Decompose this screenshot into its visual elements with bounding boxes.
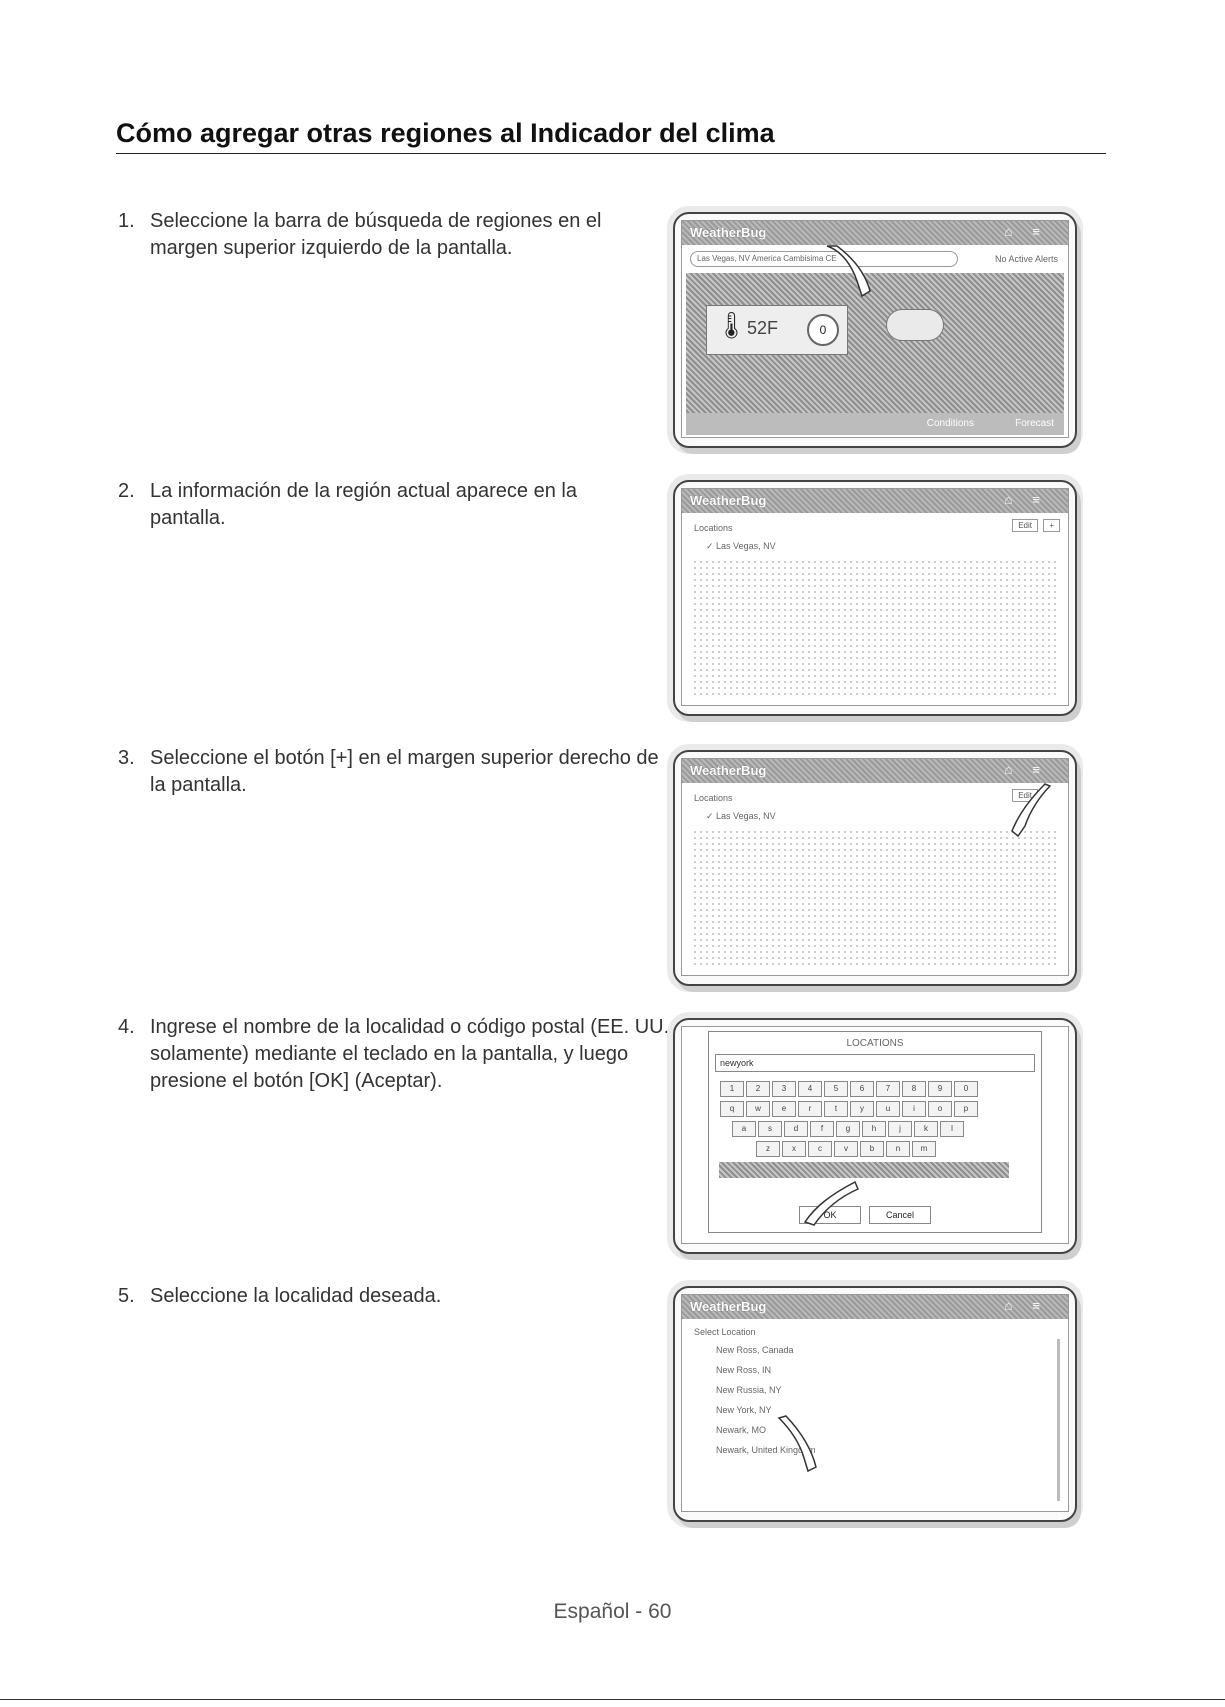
page-title: Cómo agregar otras regiones al Indicador del clima [116, 118, 775, 148]
key[interactable]: 1 [720, 1081, 744, 1097]
home-icon[interactable]: ⌂ [1004, 762, 1033, 777]
list-item[interactable]: New York, NY [716, 1405, 772, 1415]
home-icon[interactable]: ⌂ [1004, 224, 1033, 239]
menu-icon[interactable]: ≡ [1032, 1298, 1060, 1313]
step-4 [118, 1014, 678, 1095]
edit-button[interactable]: Edit [1012, 519, 1038, 532]
bottom-divider [0, 1699, 1225, 1700]
step-number: 1. [118, 210, 135, 232]
key[interactable]: n [886, 1141, 910, 1157]
key[interactable]: k [914, 1121, 938, 1137]
step-number: 2. [118, 480, 135, 502]
key[interactable]: a [732, 1121, 756, 1137]
key[interactable]: b [860, 1141, 884, 1157]
key[interactable]: 2 [746, 1081, 770, 1097]
key[interactable]: 3 [772, 1081, 796, 1097]
app-logo: WeatherBug [690, 493, 767, 508]
step-3 [118, 745, 678, 799]
key[interactable]: 9 [928, 1081, 952, 1097]
keyboard-row-numbers [719, 1078, 1019, 1098]
step-text: La información de la región actual aparece en la pantalla. [150, 480, 577, 529]
key[interactable]: j [888, 1121, 912, 1137]
app-header [682, 759, 1068, 783]
screenshot-weather-home [673, 212, 1077, 448]
locations-header: Locations [694, 793, 733, 803]
location-input[interactable]: newyork [715, 1054, 1035, 1072]
screenshot-select-location [673, 1286, 1077, 1522]
list-item[interactable]: New Russia, NY [716, 1385, 782, 1395]
locations-header: Locations [694, 523, 733, 533]
key[interactable]: v [834, 1141, 858, 1157]
header-icons [1005, 224, 1060, 239]
tab-conditions[interactable]: Conditions [926, 418, 974, 429]
key[interactable]: z [756, 1141, 780, 1157]
title-divider [116, 153, 1106, 154]
hand-pointer-icon [1010, 781, 1060, 841]
tab-forecast[interactable]: Forecast [1015, 418, 1054, 429]
step-number: 3. [118, 747, 135, 769]
temperature-value: 52F [747, 318, 779, 338]
menu-icon[interactable]: ≡ [1032, 492, 1060, 507]
location-item[interactable] [706, 541, 776, 552]
cancel-button[interactable]: Cancel [869, 1206, 931, 1224]
wind-compass-icon: 0 [807, 314, 839, 346]
header-icons [1005, 492, 1060, 507]
region-search-bar[interactable]: Las Vegas, NV America Cambisima CE [690, 251, 958, 267]
key[interactable]: 0 [954, 1081, 978, 1097]
key[interactable]: 8 [902, 1081, 926, 1097]
step-text: Seleccione la localidad deseada. [150, 1285, 442, 1307]
key[interactable]: o [928, 1101, 952, 1117]
key[interactable]: c [808, 1141, 832, 1157]
keyboard-row-zxcv [719, 1138, 1019, 1158]
key[interactable]: d [784, 1121, 808, 1137]
key[interactable]: 6 [850, 1081, 874, 1097]
list-area [692, 559, 1058, 695]
step-2 [118, 478, 678, 532]
keyboard-space-row[interactable] [719, 1162, 1009, 1178]
keyboard-row-qwerty [719, 1098, 1019, 1118]
app-header [682, 489, 1068, 513]
key[interactable]: y [850, 1101, 874, 1117]
list-item[interactable]: Newark, MO [716, 1425, 767, 1435]
home-icon[interactable]: ⌂ [1004, 492, 1033, 507]
key[interactable]: g [836, 1121, 860, 1137]
ok-button[interactable]: OK [799, 1206, 861, 1224]
location-item-label: Las Vegas, NV [716, 811, 776, 821]
hand-pointer-icon [800, 1177, 860, 1227]
screenshot-locations-list [673, 480, 1077, 716]
list-item[interactable]: Newark, United Kingdom [716, 1445, 816, 1455]
app-header [682, 221, 1068, 245]
dialog-title: LOCATIONS [846, 1038, 904, 1049]
list-area [692, 829, 1058, 965]
step-1 [118, 208, 678, 262]
app-logo: WeatherBug [690, 225, 767, 240]
key[interactable]: 5 [824, 1081, 848, 1097]
key[interactable]: t [824, 1101, 848, 1117]
app-header [682, 1295, 1068, 1319]
app-logo: WeatherBug [690, 763, 767, 778]
app-logo: WeatherBug [690, 1299, 767, 1314]
header-icons [1005, 762, 1060, 777]
key[interactable]: u [876, 1101, 900, 1117]
key[interactable]: w [746, 1101, 770, 1117]
weather-panel [686, 273, 1064, 423]
key[interactable]: q [720, 1101, 744, 1117]
onscreen-keyboard [719, 1078, 1019, 1178]
key[interactable]: 7 [876, 1081, 900, 1097]
alerts-label: No Active Alerts [994, 254, 1058, 264]
key[interactable]: x [782, 1141, 806, 1157]
step-number: 4. [118, 1016, 135, 1038]
cloud-icon [886, 309, 944, 341]
select-location-header: Select Location [694, 1327, 756, 1337]
check-icon: ✓ [706, 811, 717, 821]
screenshot-keyboard-dialog [673, 1018, 1077, 1254]
key[interactable]: e [772, 1101, 796, 1117]
key[interactable]: l [940, 1121, 964, 1137]
locations-dialog [708, 1031, 1042, 1233]
home-icon[interactable]: ⌂ [1004, 1298, 1033, 1313]
location-item[interactable] [706, 811, 776, 822]
step-text: Seleccione el botón [+] en el margen superior derecho de la pantalla. [150, 747, 659, 796]
thermometer-icon: 🌡 [715, 310, 749, 340]
key[interactable]: p [954, 1101, 978, 1117]
temp-box [706, 305, 848, 355]
key[interactable]: r [798, 1101, 822, 1117]
header-icons [1005, 1298, 1060, 1313]
key[interactable]: h [862, 1121, 886, 1137]
keyboard-row-asdf [719, 1118, 1019, 1138]
key[interactable]: f [810, 1121, 834, 1137]
hand-pointer-icon [822, 241, 872, 301]
key[interactable]: 4 [798, 1081, 822, 1097]
page-footer: Español - 60 [553, 1600, 672, 1623]
step-text: Seleccione la barra de búsqueda de regiones en el margen superior izquierdo de la pantalla. [150, 210, 602, 259]
add-location-button[interactable]: + [1043, 519, 1060, 532]
list-item[interactable]: New Ross, Canada [716, 1345, 794, 1355]
check-icon: ✓ [706, 541, 717, 551]
location-item-label: Las Vegas, NV [716, 541, 776, 551]
menu-icon[interactable]: ≡ [1032, 762, 1060, 777]
key[interactable]: i [902, 1101, 926, 1117]
key[interactable]: s [758, 1121, 782, 1137]
step-5 [118, 1283, 678, 1310]
hand-pointer-icon [774, 1413, 824, 1473]
scrollbar[interactable] [1057, 1339, 1060, 1501]
location-results-list [716, 1345, 1036, 1465]
tab-bar [686, 413, 1064, 435]
edit-button[interactable]: Edit [1012, 789, 1038, 802]
step-text: Ingrese el nombre de la localidad o código postal (EE. UU. solamente) mediante el teclado en la pantalla, y luego presione el botón [OK] (Aceptar). [150, 1016, 670, 1092]
step-number: 5. [118, 1285, 135, 1307]
menu-icon[interactable]: ≡ [1032, 224, 1060, 239]
screenshot-add-location [673, 750, 1077, 986]
list-item[interactable]: New Ross, IN [716, 1365, 772, 1375]
key[interactable]: m [912, 1141, 936, 1157]
